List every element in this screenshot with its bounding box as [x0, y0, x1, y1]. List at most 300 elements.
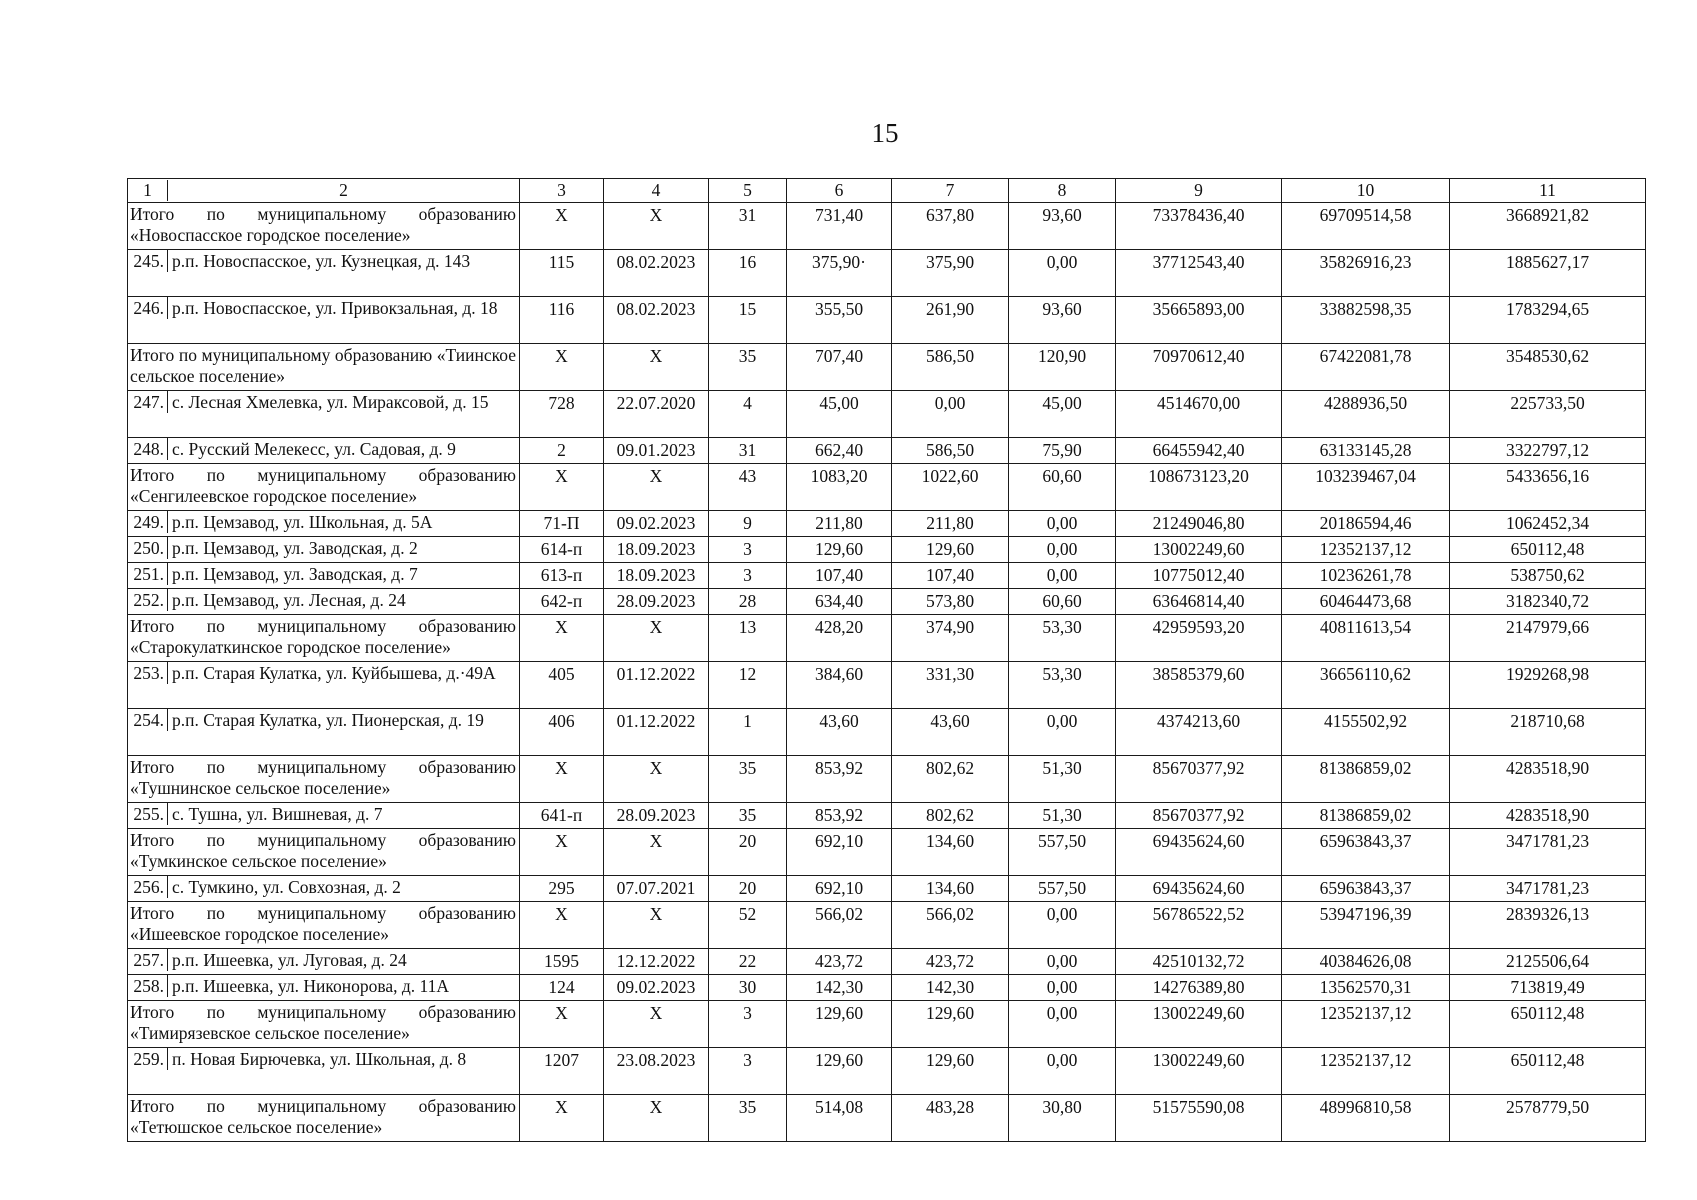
total-cost-cell: 69435624,60: [1116, 829, 1282, 876]
total-cost-cell: 13002249,60: [1116, 1048, 1282, 1095]
area-municipal-cell: 423,72: [892, 949, 1009, 975]
total-area-cell: 707,40: [787, 344, 892, 391]
row-number: 254.: [128, 709, 168, 731]
area-municipal-cell: 375,90: [892, 250, 1009, 297]
decision-date-cell: X: [604, 756, 709, 803]
residents-count-cell: 35: [709, 344, 787, 391]
total-cost-cell: 42510132,72: [1116, 949, 1282, 975]
total-cost-cell: 14276389,80: [1116, 975, 1282, 1001]
decision-number-cell: 116: [520, 297, 604, 344]
area-private-cell: 0,00: [1009, 511, 1116, 537]
area-private-cell: 51,30: [1009, 756, 1116, 803]
address-cell: [128, 537, 520, 563]
total-cost-cell: 108673123,20: [1116, 464, 1282, 511]
address-text: р.п. Новоспасское, ул. Кузнецкая, д. 143: [172, 251, 471, 271]
decision-number-cell: 124: [520, 975, 604, 1001]
row-number: 253.: [128, 662, 168, 684]
total-area-cell: 45,00: [787, 391, 892, 438]
decision-number-cell: X: [520, 615, 604, 662]
cost-budget-cell: 4283518,90: [1450, 803, 1646, 829]
row-number: 249.: [128, 511, 168, 533]
table-row: [128, 803, 1646, 829]
header-label-col-8: 8: [1009, 179, 1116, 203]
row-number: 256.: [128, 876, 168, 898]
area-municipal-cell: 134,60: [892, 876, 1009, 902]
residents-count-cell: 35: [709, 803, 787, 829]
address-cell: [128, 1048, 520, 1095]
header-label-col-1: 1: [128, 180, 168, 201]
area-private-cell: 0,00: [1009, 975, 1116, 1001]
address-text: с. Тушна, ул. Вишневая, д. 7: [172, 804, 383, 824]
area-municipal-cell: 566,02: [892, 902, 1009, 949]
cost-budget-cell: 1062452,34: [1450, 511, 1646, 537]
cost-fund-cell: 13562570,31: [1282, 975, 1450, 1001]
decision-date-cell: 18.09.2023: [604, 563, 709, 589]
area-municipal-cell: 134,60: [892, 829, 1009, 876]
area-private-cell: 30,80: [1009, 1095, 1116, 1142]
row-number: 246.: [128, 297, 168, 319]
total-cost-cell: 56786522,52: [1116, 902, 1282, 949]
subtotal-label: [128, 344, 520, 391]
cost-fund-cell: 12352137,12: [1282, 1001, 1450, 1048]
residents-count-cell: 16: [709, 250, 787, 297]
total-cost-cell: 85670377,92: [1116, 756, 1282, 803]
header-label-col-9: 9: [1116, 179, 1282, 203]
cost-fund-cell: 81386859,02: [1282, 756, 1450, 803]
header-label-col-4: 4: [604, 179, 709, 203]
subtotal-text: Итого по муниципальному образованию «Тимирязевское сельское поселение»: [130, 1002, 516, 1043]
total-cost-cell: 66455942,40: [1116, 438, 1282, 464]
total-cost-cell: 21249046,80: [1116, 511, 1282, 537]
row-number: 247.: [128, 391, 168, 413]
address-text: р.п. Старая Кулатка, ул. Куйбышева, д.·49А: [172, 663, 496, 683]
subtotal-row: [128, 1095, 1646, 1142]
area-private-cell: 45,00: [1009, 391, 1116, 438]
area-private-cell: 60,60: [1009, 589, 1116, 615]
header-cell-1-2: [128, 179, 520, 203]
area-municipal-cell: 261,90: [892, 297, 1009, 344]
area-private-cell: 0,00: [1009, 949, 1116, 975]
decision-number-cell: X: [520, 756, 604, 803]
decision-date-cell: 28.09.2023: [604, 803, 709, 829]
cost-budget-cell: 650112,48: [1450, 537, 1646, 563]
decision-number-cell: 406: [520, 709, 604, 756]
header-label-col-10: 10: [1282, 179, 1450, 203]
area-municipal-cell: 129,60: [892, 1048, 1009, 1095]
address-text: с. Лесная Хмелевка, ул. Мираксовой, д. 15: [172, 392, 489, 412]
area-private-cell: 60,60: [1009, 464, 1116, 511]
row-number: 258.: [128, 975, 168, 997]
header-label-col-3: 3: [520, 179, 604, 203]
decision-number-cell: X: [520, 344, 604, 391]
total-area-cell: 129,60: [787, 537, 892, 563]
decision-number-cell: 1595: [520, 949, 604, 975]
residents-count-cell: 15: [709, 297, 787, 344]
total-area-cell: 1083,20: [787, 464, 892, 511]
area-private-cell: 0,00: [1009, 1048, 1116, 1095]
cost-budget-cell: 1783294,65: [1450, 297, 1646, 344]
total-cost-cell: 63646814,40: [1116, 589, 1282, 615]
cost-budget-cell: 538750,62: [1450, 563, 1646, 589]
total-area-cell: 211,80: [787, 511, 892, 537]
cost-budget-cell: 3548530,62: [1450, 344, 1646, 391]
total-area-cell: 129,60: [787, 1048, 892, 1095]
decision-number-cell: X: [520, 1001, 604, 1048]
subtotal-text: Итого по муниципальному образованию «Тумкинское сельское поселение»: [130, 830, 516, 871]
cost-fund-cell: 81386859,02: [1282, 803, 1450, 829]
row-number: 248.: [128, 438, 168, 460]
address-cell: [128, 391, 520, 438]
area-municipal-cell: 43,60: [892, 709, 1009, 756]
decision-date-cell: 09.01.2023: [604, 438, 709, 464]
decision-number-cell: 405: [520, 662, 604, 709]
residents-count-cell: 13: [709, 615, 787, 662]
subtotal-text: Итого по муниципальному образованию «Старокулаткинское городское поселение»: [130, 616, 516, 657]
cost-fund-cell: 53947196,39: [1282, 902, 1450, 949]
cost-fund-cell: 33882598,35: [1282, 297, 1450, 344]
cost-fund-cell: 65963843,37: [1282, 876, 1450, 902]
cost-budget-cell: 4283518,90: [1450, 756, 1646, 803]
residents-count-cell: 30: [709, 975, 787, 1001]
cost-fund-cell: 40811613,54: [1282, 615, 1450, 662]
total-cost-cell: 37712543,40: [1116, 250, 1282, 297]
decision-number-cell: 1207: [520, 1048, 604, 1095]
area-private-cell: 0,00: [1009, 709, 1116, 756]
decision-date-cell: 09.02.2023: [604, 511, 709, 537]
decision-date-cell: 08.02.2023: [604, 250, 709, 297]
row-number: 255.: [128, 803, 168, 825]
cost-fund-cell: 10236261,78: [1282, 563, 1450, 589]
decision-number-cell: 295: [520, 876, 604, 902]
cost-budget-cell: 713819,49: [1450, 975, 1646, 1001]
area-private-cell: 75,90: [1009, 438, 1116, 464]
total-area-cell: 375,90·: [787, 250, 892, 297]
address-cell: [128, 563, 520, 589]
subtotal-row: [128, 464, 1646, 511]
decision-date-cell: 12.12.2022: [604, 949, 709, 975]
cost-budget-cell: 5433656,16: [1450, 464, 1646, 511]
cost-fund-cell: 12352137,12: [1282, 537, 1450, 563]
residents-count-cell: 3: [709, 1048, 787, 1095]
cost-budget-cell: 1929268,98: [1450, 662, 1646, 709]
residents-count-cell: 43: [709, 464, 787, 511]
total-area-cell: 566,02: [787, 902, 892, 949]
total-area-cell: 662,40: [787, 438, 892, 464]
subtotal-label: [128, 902, 520, 949]
row-number: 252.: [128, 589, 168, 611]
address-text: п. Новая Бирючевка, ул. Школьная, д. 8: [172, 1049, 467, 1069]
decision-date-cell: 08.02.2023: [604, 297, 709, 344]
residents-count-cell: 28: [709, 589, 787, 615]
table-row: [128, 662, 1646, 709]
cost-budget-cell: 1885627,17: [1450, 250, 1646, 297]
total-cost-cell: 73378436,40: [1116, 203, 1282, 250]
area-municipal-cell: 637,80: [892, 203, 1009, 250]
total-area-cell: 129,60: [787, 1001, 892, 1048]
subtotal-text: Итого по муниципальному образованию «Ишеевское городское поселение»: [130, 903, 516, 944]
area-private-cell: 557,50: [1009, 876, 1116, 902]
area-private-cell: 0,00: [1009, 902, 1116, 949]
header-label-col-7: 7: [892, 179, 1009, 203]
decision-date-cell: 18.09.2023: [604, 537, 709, 563]
address-text: р.п. Цемзавод, ул. Заводская, д. 2: [172, 538, 418, 558]
cost-fund-cell: 103239467,04: [1282, 464, 1450, 511]
residents-count-cell: 3: [709, 563, 787, 589]
subtotal-row: [128, 344, 1646, 391]
area-private-cell: 93,60: [1009, 203, 1116, 250]
cost-budget-cell: 650112,48: [1450, 1048, 1646, 1095]
cost-budget-cell: 3471781,23: [1450, 829, 1646, 876]
cost-budget-cell: 3322797,12: [1450, 438, 1646, 464]
cost-fund-cell: 60464473,68: [1282, 589, 1450, 615]
total-cost-cell: 35665893,00: [1116, 297, 1282, 344]
header-label-col-11: 11: [1450, 179, 1646, 203]
table-row: [128, 589, 1646, 615]
cost-fund-cell: 40384626,08: [1282, 949, 1450, 975]
residents-count-cell: 4: [709, 391, 787, 438]
subtotal-row: [128, 203, 1646, 250]
subtotal-text: Итого по муниципальному образованию «Сенгилеевское городское поселение»: [130, 465, 516, 506]
row-number: 245.: [128, 250, 168, 272]
cost-budget-cell: 2839326,13: [1450, 902, 1646, 949]
table-row: [128, 876, 1646, 902]
subtotal-label: [128, 464, 520, 511]
address-text: р.п. Ишеевка, ул. Луговая, д. 24: [172, 950, 407, 970]
area-municipal-cell: 142,30: [892, 975, 1009, 1001]
cost-fund-cell: 65963843,37: [1282, 829, 1450, 876]
decision-date-cell: X: [604, 902, 709, 949]
area-municipal-cell: 586,50: [892, 344, 1009, 391]
area-municipal-cell: 586,50: [892, 438, 1009, 464]
area-municipal-cell: 573,80: [892, 589, 1009, 615]
area-municipal-cell: 802,62: [892, 803, 1009, 829]
total-cost-cell: 42959593,20: [1116, 615, 1282, 662]
area-municipal-cell: 374,90: [892, 615, 1009, 662]
total-area-cell: 107,40: [787, 563, 892, 589]
header-row: [128, 179, 1646, 203]
decision-date-cell: X: [604, 203, 709, 250]
area-municipal-cell: 0,00: [892, 391, 1009, 438]
decision-date-cell: 22.07.2020: [604, 391, 709, 438]
address-text: р.п. Цемзавод, ул. Заводская, д. 7: [172, 564, 418, 584]
area-municipal-cell: 211,80: [892, 511, 1009, 537]
residents-count-cell: 3: [709, 537, 787, 563]
header-label-col-6: 6: [787, 179, 892, 203]
decision-number-cell: X: [520, 203, 604, 250]
residents-count-cell: 1: [709, 709, 787, 756]
area-municipal-cell: 1022,60: [892, 464, 1009, 511]
residents-count-cell: 12: [709, 662, 787, 709]
total-area-cell: 692,10: [787, 829, 892, 876]
cost-budget-cell: 3182340,72: [1450, 589, 1646, 615]
decision-date-cell: X: [604, 1095, 709, 1142]
area-municipal-cell: 107,40: [892, 563, 1009, 589]
decision-number-cell: X: [520, 902, 604, 949]
total-cost-cell: 13002249,60: [1116, 1001, 1282, 1048]
address-cell: [128, 876, 520, 902]
decision-date-cell: X: [604, 464, 709, 511]
cost-budget-cell: 2147979,66: [1450, 615, 1646, 662]
subtotal-row: [128, 829, 1646, 876]
header-label-col-5: 5: [709, 179, 787, 203]
cost-fund-cell: 4288936,50: [1282, 391, 1450, 438]
total-area-cell: 692,10: [787, 876, 892, 902]
cost-fund-cell: 4155502,92: [1282, 709, 1450, 756]
row-number: 251.: [128, 563, 168, 585]
total-area-cell: 384,60: [787, 662, 892, 709]
decision-number-cell: X: [520, 464, 604, 511]
address-cell: [128, 975, 520, 1001]
total-cost-cell: 70970612,40: [1116, 344, 1282, 391]
subtotal-row: [128, 615, 1646, 662]
total-cost-cell: 38585379,60: [1116, 662, 1282, 709]
decision-number-cell: 115: [520, 250, 604, 297]
decision-date-cell: 01.12.2022: [604, 709, 709, 756]
area-private-cell: 93,60: [1009, 297, 1116, 344]
table-row: [128, 511, 1646, 537]
address-cell: [128, 438, 520, 464]
area-municipal-cell: 129,60: [892, 1001, 1009, 1048]
row-number: 257.: [128, 949, 168, 971]
address-text: р.п. Старая Кулатка, ул. Пионерская, д. 19: [172, 710, 484, 730]
cost-budget-cell: 2125506,64: [1450, 949, 1646, 975]
area-private-cell: 53,30: [1009, 662, 1116, 709]
subtotal-label: [128, 203, 520, 250]
total-area-cell: 853,92: [787, 803, 892, 829]
subtotal-text: Итого по муниципальному образованию «Новоспасское городское поселение»: [130, 204, 516, 245]
cost-fund-cell: 20186594,46: [1282, 511, 1450, 537]
subtotal-row: [128, 902, 1646, 949]
cost-fund-cell: 69709514,58: [1282, 203, 1450, 250]
residents-count-cell: 31: [709, 438, 787, 464]
address-text: р.п. Ишеевка, ул. Никонорова, д. 11А: [172, 976, 450, 996]
table-row: [128, 391, 1646, 438]
area-municipal-cell: 331,30: [892, 662, 1009, 709]
area-private-cell: 0,00: [1009, 250, 1116, 297]
cost-budget-cell: 650112,48: [1450, 1001, 1646, 1048]
cost-fund-cell: 63133145,28: [1282, 438, 1450, 464]
residents-count-cell: 35: [709, 756, 787, 803]
cost-fund-cell: 48996810,58: [1282, 1095, 1450, 1142]
total-area-cell: 731,40: [787, 203, 892, 250]
subtotal-row: [128, 1001, 1646, 1048]
residents-count-cell: 9: [709, 511, 787, 537]
decision-date-cell: X: [604, 829, 709, 876]
subtotal-label: [128, 756, 520, 803]
subtotal-text: Итого по муниципальному образованию «Тетюшское сельское поселение»: [130, 1096, 516, 1137]
address-text: с. Тумкино, ул. Совхозная, д. 2: [172, 877, 401, 897]
subtotal-label: [128, 829, 520, 876]
subtotal-row: [128, 756, 1646, 803]
decision-number-cell: 642-п: [520, 589, 604, 615]
residents-count-cell: 52: [709, 902, 787, 949]
cost-fund-cell: 12352137,12: [1282, 1048, 1450, 1095]
area-private-cell: 0,00: [1009, 537, 1116, 563]
table-row: [128, 537, 1646, 563]
total-area-cell: 423,72: [787, 949, 892, 975]
cost-budget-cell: 218710,68: [1450, 709, 1646, 756]
area-municipal-cell: 129,60: [892, 537, 1009, 563]
residents-count-cell: 20: [709, 876, 787, 902]
residents-count-cell: 22: [709, 949, 787, 975]
subtotal-label: [128, 1095, 520, 1142]
table-row: [128, 297, 1646, 344]
table-row: [128, 709, 1646, 756]
residents-count-cell: 35: [709, 1095, 787, 1142]
residents-count-cell: 31: [709, 203, 787, 250]
cost-budget-cell: 2578779,50: [1450, 1095, 1646, 1142]
total-cost-cell: 51575590,08: [1116, 1095, 1282, 1142]
cost-fund-cell: 67422081,78: [1282, 344, 1450, 391]
decision-date-cell: X: [604, 344, 709, 391]
decision-date-cell: 09.02.2023: [604, 975, 709, 1001]
address-text: р.п. Цемзавод, ул. Школьная, д. 5А: [172, 512, 433, 532]
decision-date-cell: 23.08.2023: [604, 1048, 709, 1095]
table-row: [128, 975, 1646, 1001]
decision-date-cell: X: [604, 615, 709, 662]
cost-budget-cell: 3668921,82: [1450, 203, 1646, 250]
decision-date-cell: X: [604, 1001, 709, 1048]
total-cost-cell: 4374213,60: [1116, 709, 1282, 756]
table-row: [128, 438, 1646, 464]
area-private-cell: 53,30: [1009, 615, 1116, 662]
total-cost-cell: 4514670,00: [1116, 391, 1282, 438]
area-municipal-cell: 483,28: [892, 1095, 1009, 1142]
total-area-cell: 142,30: [787, 975, 892, 1001]
subtotal-text: Итого по муниципальному образованию «Тиинское сельское поселение»: [130, 345, 516, 386]
total-cost-cell: 13002249,60: [1116, 537, 1282, 563]
total-area-cell: 43,60: [787, 709, 892, 756]
cost-fund-cell: 36656110,62: [1282, 662, 1450, 709]
header-label-col-2: 2: [339, 180, 348, 200]
table-row: [128, 563, 1646, 589]
area-private-cell: 51,30: [1009, 803, 1116, 829]
table-row: [128, 1048, 1646, 1095]
address-cell: [128, 297, 520, 344]
table-row: [128, 949, 1646, 975]
housing-table: [127, 178, 1646, 1142]
address-cell: [128, 709, 520, 756]
total-cost-cell: 69435624,60: [1116, 876, 1282, 902]
cost-budget-cell: 225733,50: [1450, 391, 1646, 438]
decision-date-cell: 07.07.2021: [604, 876, 709, 902]
total-cost-cell: 85670377,92: [1116, 803, 1282, 829]
total-area-cell: 634,40: [787, 589, 892, 615]
address-text: р.п. Цемзавод, ул. Лесная, д. 24: [172, 590, 406, 610]
decision-number-cell: X: [520, 1095, 604, 1142]
address-text: р.п. Новоспасское, ул. Привокзальная, д. 18: [172, 298, 498, 318]
address-cell: [128, 803, 520, 829]
subtotal-text: Итого по муниципальному образованию «Тушнинское сельское поселение»: [130, 757, 516, 798]
cost-fund-cell: 35826916,23: [1282, 250, 1450, 297]
residents-count-cell: 20: [709, 829, 787, 876]
row-number: 259.: [128, 1048, 168, 1070]
area-private-cell: 0,00: [1009, 563, 1116, 589]
row-number: 250.: [128, 537, 168, 559]
area-private-cell: 0,00: [1009, 1001, 1116, 1048]
address-cell: [128, 662, 520, 709]
area-private-cell: 120,90: [1009, 344, 1116, 391]
decision-number-cell: X: [520, 829, 604, 876]
decision-number-cell: 728: [520, 391, 604, 438]
decision-date-cell: 28.09.2023: [604, 589, 709, 615]
cost-budget-cell: 3471781,23: [1450, 876, 1646, 902]
total-cost-cell: 10775012,40: [1116, 563, 1282, 589]
address-cell: [128, 949, 520, 975]
decision-date-cell: 01.12.2022: [604, 662, 709, 709]
decision-number-cell: 2: [520, 438, 604, 464]
decision-number-cell: 641-п: [520, 803, 604, 829]
